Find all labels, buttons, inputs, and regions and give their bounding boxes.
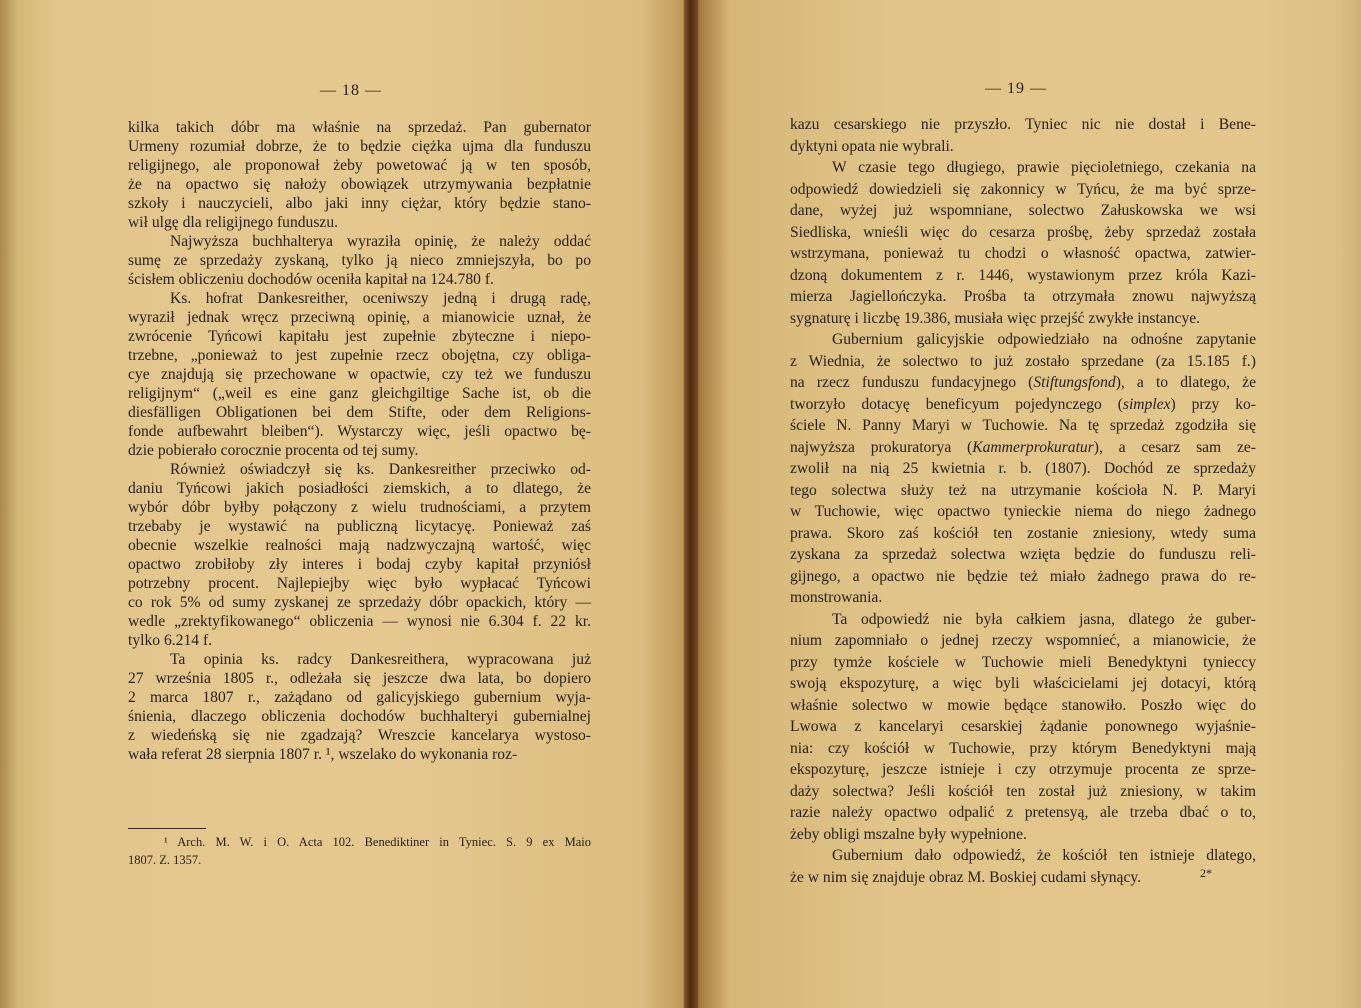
footnote-line: ¹ Arch. M. W. i O. Acta 102. Benediktiner in Tyniec. S. 9 ex Maio bbox=[164, 835, 591, 849]
text-line: gijnego, a opactwo nie będzie też miało żadnego prawa do re- bbox=[790, 567, 1256, 585]
text-line: odpowiedź dowiedzieli się zakonnicy w Tyńcu, że ma być sprze- bbox=[790, 180, 1256, 198]
text-line: ścisłem obliczeniu dochodów oceniła kapitał na 124.780 f. bbox=[128, 271, 494, 288]
text-line: dyktyni opata nie wybrali. bbox=[790, 137, 954, 155]
text-line: najwyższa prokuratorya (Kammerprokuratur), a cesarz sam ze- bbox=[790, 438, 1256, 456]
footnote bbox=[128, 833, 591, 869]
text-line: wybór dóbr byłby połączony z wielu trudnościami, a przytem bbox=[128, 499, 591, 516]
text-line: mierza Jagiellończyka. Prośba ta otrzymała znowu najwyższą bbox=[790, 288, 1256, 305]
text-line: Urmeny rozumiał dobrze, że to będzie ciężka ujma dla funduszu bbox=[128, 138, 591, 155]
text-line: fonde aufbewahrt bleiben“). Wystarczy więc, jeśli opactwo bę- bbox=[128, 423, 591, 440]
page-number-left: — 18 — bbox=[320, 82, 382, 99]
text-line: kazu cesarskiego nie przyszło. Tyniec nic nie dostał i Bene- bbox=[790, 116, 1256, 133]
text-line: trzebne, „ponieważ to jest zupełnie rzecz obojętna, czy obliga- bbox=[128, 347, 591, 364]
right-page-text bbox=[790, 114, 1256, 888]
text-line: opactwo zrobiłoby zły interes i bodaj czyby kapitał przyniósł bbox=[128, 556, 591, 573]
text-line: zwrócenie Tyńcowi kapitału jest zupełnie zbyteczne i niepo- bbox=[128, 328, 591, 345]
text-line: daniu Tyńcowi jakich posiadłości ziemskich, a to dlatego, że bbox=[128, 480, 591, 497]
text-line: Najwyższa buchhalterya wyraziła opinię, że należy oddać bbox=[170, 233, 591, 250]
book-gutter bbox=[684, 0, 698, 1008]
text-line: sumę ze sprzedaży zyskaną, tylko ją nieco zmniejszyła, bo po bbox=[128, 252, 591, 269]
text-line: w Tuchowie, więc opactwo tynieckie niema do niego żadnego bbox=[790, 503, 1256, 520]
signature-mark: 2* bbox=[1200, 866, 1212, 880]
text-line: wyraził jednak wręcz przeciwną opinię, a mianowicie uznał, że bbox=[128, 309, 591, 326]
text-line: Również oświadczył się ks. Dankesreither przeciwko od- bbox=[170, 461, 591, 478]
text-line: trzebaby je wystawić na publiczną licytacyę. Ponieważ zaś bbox=[128, 518, 591, 535]
left-page-text bbox=[128, 118, 591, 764]
text-line: swoją ekspozyturę, a więc byli właścicielami jej dotacyi, którą bbox=[790, 675, 1256, 692]
text-line: szkoły i nauczycieli, albo jaki inny ciężar, który będzie stano- bbox=[128, 195, 591, 212]
text-line: co rok 5% od sumy zyskanej ze sprzedaży dóbr opackich, który — bbox=[128, 594, 591, 611]
text-line: diesfälligen Obligationen bei dem Stifte, oder dem Religions- bbox=[128, 404, 591, 421]
text-line: cye znajdują się przechowane w opactwie, czy też we funduszu bbox=[128, 366, 591, 383]
text-line: Ta odpowiedź nie była całkiem jasna, dlatego że guber- bbox=[832, 610, 1256, 628]
text-line: żeby obligi mszalne były wypełnione. bbox=[790, 825, 1027, 843]
page-number-right: — 19 — bbox=[985, 80, 1047, 97]
text-line: Siedliska, wnieśli więc do cesarza prośbę, żeby sprzedaż została bbox=[790, 223, 1256, 241]
text-line: dzoną dokumentem z r. 1446, wystawionym przez króla Kazi- bbox=[790, 266, 1256, 284]
text-line: z Wiednia, że solectwo to już zostało sprzedane (za 15.185 f.) bbox=[790, 352, 1256, 370]
text-line: wstrzymana, ponieważ tu chodzi o własność opactwa, zatwier- bbox=[790, 245, 1256, 262]
text-line: sygnaturę i liczbę 19.386, musiała więc przejść zwykłe instancye. bbox=[790, 309, 1201, 327]
text-line: dane, wyżej już wspomniane, solectwo Załuskowska we wsi bbox=[790, 202, 1256, 219]
text-line: wała referat 28 sierpnia 1807 r. ¹, wszelako do wykonania roz- bbox=[128, 746, 518, 763]
text-line: potrzebny procent. Najlepiejby więc było wypłacać Tyńcowi bbox=[128, 575, 591, 592]
text-line: tylko 6.214 f. bbox=[128, 632, 213, 649]
text-line: Gubernium galicyjskie odpowiedziało na odnośne zapytanie bbox=[832, 331, 1256, 348]
text-line: że w nim się znajduje obraz M. Boskiej cudami słynący. bbox=[790, 868, 1142, 886]
text-line: ekspozyturę, jeszcze istnieje i czy otrzymuje procenta ze sprze- bbox=[790, 761, 1256, 778]
text-line: razie należy opactwo odpalić z pretensyą, ale trzeba dbać o to, bbox=[790, 804, 1256, 821]
text-line: religijnego, ale proponował żeby powetować ją w ten sposób, bbox=[128, 157, 591, 174]
text-line: daży solectwa? Jeśli kościół ten został już zniesiony, w takim bbox=[790, 782, 1256, 800]
footnote-rule bbox=[128, 828, 206, 829]
text-line: Lwowa z kancelaryi cesarskiej żądanie ponownego wyjaśnie- bbox=[790, 718, 1256, 735]
footnote-line: 1807. Z. 1357. bbox=[128, 853, 202, 867]
text-line: właśnie solectwo w mowie będące stanowiło. Poszło więc do bbox=[790, 696, 1256, 714]
text-line: nium zapomniało o jednej rzeczy wspomnieć, a mianowicie, że bbox=[790, 632, 1256, 649]
text-line: nia: czy kościół w Tuchowie, przy którym Benedyktyni mają bbox=[790, 739, 1256, 757]
text-line: Gubernium dało odpowiedź, że kościół ten istnieje dlatego, bbox=[832, 847, 1256, 864]
text-line: obecnie wszelkie realności mają nadzwyczajną wartość, więc bbox=[128, 537, 591, 554]
text-line: tego solectwa służy też na utrzymanie kościoła N. P. Maryi bbox=[790, 481, 1256, 499]
text-line: na rzecz funduszu fundacyjnego (Stiftungsfond), a to dlatego, że bbox=[790, 374, 1257, 391]
text-line: wił ulgę dla religijnego funduszu. bbox=[128, 214, 339, 231]
text-line: kilka takich dóbr ma właśnie na sprzedaż. Pan gubernator bbox=[128, 119, 591, 136]
text-line: śnienia, dlaczego obliczenia dochodów buchhalteryi gubernialnej bbox=[128, 708, 591, 725]
text-line: Ta opinia ks. radcy Dankesreithera, wypracowana już bbox=[170, 651, 591, 668]
text-line: wedle „zrektyfikowanego“ obliczenia — wynosi nie 6.304 f. 22 kr. bbox=[128, 613, 591, 630]
text-line: Ks. hofrat Dankesreither, oceniwszy jedną i drugą radę, bbox=[170, 290, 591, 307]
text-line: religijnym“ („weil es eine ganz gleichgiltige Sache ist, ob die bbox=[128, 385, 591, 402]
text-line: 27 września 1805 r., odleżała się jeszcze dwa lata, bo dopiero bbox=[128, 670, 591, 687]
text-line: monstrowania. bbox=[790, 589, 883, 606]
text-line: z wiedeńską się nie zgadzają? Wreszcie kancelarya wystoso- bbox=[128, 727, 591, 744]
text-line: 2 marca 1807 r., zażądano od galicyjskiego gubernium wyja- bbox=[128, 689, 591, 706]
text-line: ściele N. Panny Maryi w Tuchowie. Na tę sprzedaż zgodziła się bbox=[790, 417, 1256, 434]
text-line: W czasie tego długiego, prawie pięcioletniego, czekania na bbox=[832, 159, 1256, 176]
text-line: dzie pobierało corocznie procenta od tej sumy. bbox=[128, 442, 419, 459]
text-line: przy tymże kościele w Tuchowie mieli Benedyktyni tynieccy bbox=[790, 653, 1256, 671]
text-line: zyskana za sprzedaż solectwa wzięta będzie do funduszu reli- bbox=[790, 546, 1256, 563]
text-line: tworzyło dotacyę beneficyum pojedynczego (simplex) przy ko- bbox=[790, 395, 1257, 413]
text-line: że na opactwo się nałoży obowiązek utrzymywania bezpłatnie bbox=[128, 176, 591, 193]
text-line: prawa. Skoro zaś kościół ten zostanie zniesiony, wtedy suma bbox=[790, 524, 1256, 542]
text-line: zwolił na nią 25 kwietnia r. b. (1807). Dochód ze sprzedaży bbox=[790, 460, 1256, 477]
